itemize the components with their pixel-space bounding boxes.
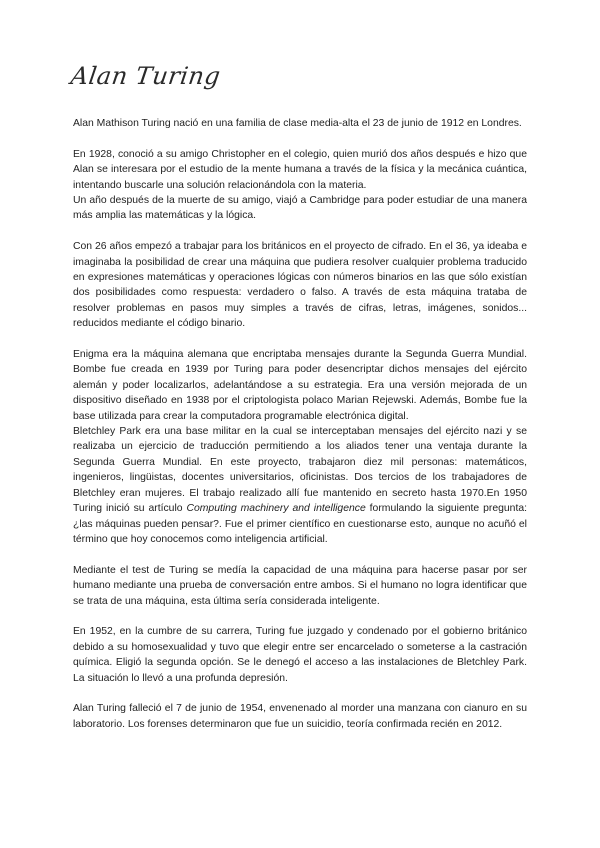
paragraph-conviction: En 1952, en la cumbre de su carrera, Turing fue juzgado y condenado por el gobierno británico debido a su homosexualidad y tuvo que elegir entre ser encarcelado o someterse a la castración química. Eligió la segunda opción. Se le denegó el acceso a las instalaciones de Bletchley Park. La situación lo llevó a una profunda depresión. (73, 626, 527, 684)
bletchley-text-before: Bletchley Park era una base militar en la cual se interceptaban mensajes del ejército nazi y se realizaba un ejercicio de traducción permitiendo a los aliados tener una ventaja durante la Segunda Guerra Mundial. En este proyecto, trabajaron diez mil personas: matemáticos, ingenieros, lingüistas, docentes universitarios, oficinistas. Dos tercios de los trabajadores de Bletchley eran mujeres. El trabajo realizado allí fue mantenido en secreto hasta 1970.En 1950 Turing inició su artículo (73, 426, 527, 515)
paragraph-gap (73, 332, 527, 347)
paragraph-turing-test: Mediante el test de Turing se medía la capacidad de una máquina para hacerse pasar por ser humano mediante una prueba de conversación entre ambos. Si el humano no logra identificar que se trata de una máquina, esta última sería considerada inteligente. (73, 564, 527, 607)
bletchley-text-after: formulando la siguiente pregunta: ¿las máquinas pueden pensar?. Fue el primer científico en cuestionarse esto, aunque no acuñó el término que hoy conocemos como inteligencia artificial. (73, 503, 527, 545)
paragraph-gap (73, 686, 527, 701)
paragraph-christopher: En 1928, conoció a su amigo Christopher en el colegio, quien murió dos años después e hizo que Alan se interesara por el estudio de la mente humana a través de la física y la mecánica cuántica, intentando buscarle una solución relacionándola con la materia. (73, 148, 527, 191)
document-title: Alan Turing (69, 62, 223, 90)
paragraph-enigma-bombe: Enigma era la máquina alemana que encriptaba mensajes durante la Segunda Guerra Mundial. Bombe fue creada en 1939 por Turing para poder desencriptar dichos mensajes del ejército alemán y poder localizarlos, adelantándose a su estrategia. Era una versión mejorada de un dispositivo diseñado en 1938 por el criptologista polaco Marian Rejewski. Además, Bombe fue la base utilizada para crear la computadora programable electrónica digital. (73, 349, 527, 422)
paragraph-gap (73, 131, 527, 146)
paragraph-cipher-project: Con 26 años empezó a trabajar para los británicos en el proyecto de cifrado. En el 36, ya ideaba e imaginaba la posibilidad de crear una máquina que pudiera resolver cualquier problema traducido en expresiones matemáticas y operaciones lógicas con números binarios en las que sólo existían dos posibilidades como respuesta: verdadero o falso. A través de esta máquina trataba de resolver problemas en pasos muy simples a través de cifras, letras, imágenes, sonidos... reducidos mediante el código binario. (73, 241, 527, 330)
paragraph-gap (73, 609, 527, 624)
paragraph-bletchley-park (73, 424, 527, 547)
paragraph-death: Alan Turing falleció el 7 de junio de 1954, envenenado al morder una manzana con cianuro en su laboratorio. Los forenses determinaron que fue un suicidio, teoría confirmada recién en 2012. (73, 703, 527, 730)
document-body (73, 116, 527, 732)
paragraph-cambridge: Un año después de la muerte de su amigo, viajó a Cambridge para poder estudiar de una manera más amplia las matemáticas y la lógica. (73, 195, 527, 222)
paragraph-gap (73, 547, 527, 562)
paragraph-gap (73, 224, 527, 239)
paragraph-birth: Alan Mathison Turing nació en una familia de clase media-alta el 23 de junio de 1912 en Londres. (73, 118, 522, 129)
article-title: Computing machinery and intelligence (186, 503, 366, 515)
